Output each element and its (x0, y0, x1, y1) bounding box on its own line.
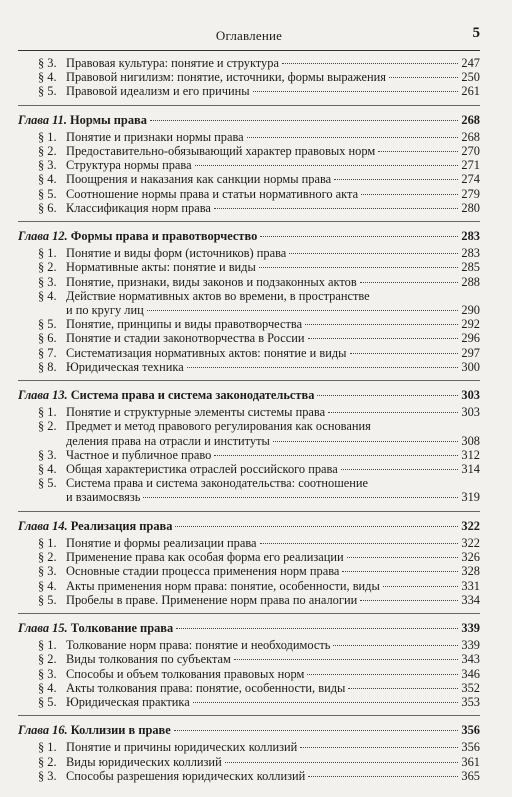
chapter-divider (18, 613, 480, 614)
section-mark: § 2. (38, 419, 57, 434)
entry-label (18, 723, 171, 737)
section-mark: § 2. (38, 550, 57, 565)
section-mark: § 6. (38, 200, 57, 215)
page-ref: 328 (461, 564, 480, 579)
section-mark: § 3. (38, 666, 57, 681)
leader-dots (333, 645, 458, 646)
section-mark: § 3. (38, 447, 57, 462)
section-entry (18, 448, 480, 462)
section-entry (18, 755, 480, 769)
entry-label (38, 638, 330, 652)
entry-label (38, 462, 338, 476)
chapter-divider (18, 715, 480, 716)
section-entry (18, 246, 480, 260)
leader-dots (214, 208, 458, 209)
page-ref: 352 (461, 680, 480, 695)
section-title: Предоставительно-обязывающий характер правовых норм (66, 144, 376, 159)
section-title: Частное и публичное право (66, 447, 212, 462)
section-title: Понятие и причины юридических коллизий (66, 740, 298, 755)
entry-label (38, 652, 231, 666)
page-ref: 312 (461, 447, 480, 462)
chapter-title: Нормы права (70, 112, 147, 127)
entry-label (38, 289, 370, 303)
entry-label (38, 360, 184, 374)
chapter-number: Глава 12. (18, 229, 68, 244)
leader-dots (389, 77, 459, 78)
section-title-continued: и по кругу лиц (66, 303, 144, 318)
section-mark: § 6. (38, 331, 57, 346)
entry-label (38, 755, 222, 769)
leader-dots (328, 412, 458, 413)
section-entry (18, 434, 480, 448)
section-mark: § 1. (38, 535, 57, 550)
leader-dots (300, 747, 458, 748)
section-title: Виды юридических коллизий (66, 754, 222, 769)
entry-label (38, 564, 339, 578)
entry-label (38, 419, 371, 433)
page-ref: 322 (461, 518, 480, 533)
leader-dots (348, 688, 458, 689)
section-entry (18, 187, 480, 201)
entry-label (38, 275, 357, 289)
page-ref: 250 (461, 70, 480, 85)
leader-dots (175, 526, 458, 527)
section-title: Понятие и формы реализации права (66, 535, 257, 550)
section-entry (18, 405, 480, 419)
entry-label (38, 405, 325, 419)
leader-dots (193, 702, 459, 703)
page-ref: 296 (461, 331, 480, 346)
page-ref: 247 (461, 56, 480, 70)
entry-label (18, 519, 172, 533)
section-title: Основные стадии процесса применения норм права (66, 564, 340, 579)
section-entry (18, 260, 480, 274)
section-mark: § 8. (38, 359, 57, 374)
page-ref: 283 (461, 246, 480, 261)
entry-label (38, 172, 331, 186)
chapter-title: Реализация права (70, 518, 173, 533)
section-entry (18, 564, 480, 578)
section-title: Понятие, признаки, виды законов и подзаконных актов (66, 274, 357, 289)
section-entry (18, 144, 480, 158)
leader-dots (174, 730, 459, 731)
running-title: Оглавление (215, 28, 283, 43)
chapter-entry (18, 723, 480, 737)
section-title: Понятие и структурные элементы системы права (66, 405, 326, 420)
entry-label (38, 476, 368, 490)
section-title: Правовой идеализм и его причины (66, 84, 250, 99)
section-entry (18, 695, 480, 709)
entry-label (38, 246, 286, 260)
entry-label (38, 130, 244, 144)
entry-label (38, 187, 358, 201)
chapter-number: Глава 14. (18, 518, 68, 533)
section-entry (18, 550, 480, 564)
leader-dots (260, 543, 459, 544)
section-entry (18, 476, 480, 490)
section-mark: § 2. (38, 144, 57, 159)
page-ref: 356 (461, 740, 480, 755)
chapter-entry (18, 621, 480, 635)
leader-dots (176, 628, 458, 629)
section-mark: § 5. (38, 592, 57, 607)
section-mark: § 4. (38, 578, 57, 593)
chapter-entry (18, 229, 480, 243)
chapter-number: Глава 15. (18, 620, 68, 635)
section-title: Понятие и стадии законотворчества в России (66, 331, 305, 346)
entry-label (38, 158, 192, 172)
page-ref: 280 (461, 200, 480, 215)
page-ref: 292 (461, 317, 480, 332)
section-title: Понятие, принципы и виды правотворчества (66, 317, 303, 332)
page-ref: 334 (461, 592, 480, 607)
leader-dots (317, 395, 458, 396)
section-entry (18, 769, 480, 783)
section-title: Толкование норм права: понятие и необходимость (66, 638, 331, 653)
entry-label (38, 550, 344, 564)
page-ref: 356 (461, 723, 480, 738)
section-mark: § 3. (38, 564, 57, 579)
section-title: Действие нормативных актов во времени, в пространстве (66, 288, 370, 303)
page-ref: 270 (461, 144, 480, 159)
page-ref: 343 (461, 652, 480, 667)
section-title: Юридическая практика (66, 694, 190, 709)
section-entry (18, 56, 480, 70)
page-ref: 268 (461, 129, 480, 144)
section-title: Система права и система законодательства: соотношение (66, 476, 368, 491)
section-title: Классификация норм права (66, 200, 211, 215)
leader-dots (259, 267, 459, 268)
page-ref: 319 (461, 490, 480, 505)
page-header (18, 24, 480, 51)
leader-dots (347, 557, 459, 558)
section-entry (18, 289, 480, 303)
section-title: Систематизация нормативных актов: понятие и виды (66, 345, 347, 360)
entry-label (18, 621, 173, 635)
section-mark: § 5. (38, 476, 57, 491)
chapter-entry (18, 113, 480, 127)
section-entry (18, 490, 480, 504)
section-mark: § 5. (38, 317, 57, 332)
section-entry (18, 346, 480, 360)
section-mark: § 5. (38, 186, 57, 201)
chapter-number: Глава 11. (18, 112, 67, 127)
page-ref: 365 (461, 768, 480, 783)
section-mark: § 2. (38, 754, 57, 769)
section-title: Правовая культура: понятие и структура (66, 56, 279, 70)
leader-dots (305, 324, 458, 325)
section-title: Правовой нигилизм: понятие, источники, формы выражения (66, 70, 386, 85)
section-mark: § 3. (38, 768, 57, 783)
section-entry (18, 70, 480, 84)
page-ref: 300 (461, 359, 480, 374)
section-title: Понятие и признаки нормы права (66, 129, 244, 144)
section-entry (18, 84, 480, 98)
entry-label (38, 448, 211, 462)
section-mark: § 3. (38, 56, 57, 70)
leader-dots (378, 151, 458, 152)
entry-label (66, 490, 140, 504)
chapter-divider (18, 380, 480, 381)
section-entry (18, 593, 480, 607)
chapter-divider (18, 105, 480, 106)
entry-label (18, 388, 314, 402)
leader-dots (147, 310, 459, 311)
leader-dots (260, 236, 458, 237)
section-entry (18, 419, 480, 433)
section-title: Акты применения норм права: понятие, особенности, виды (66, 578, 380, 593)
page-ref: 339 (461, 620, 480, 635)
section-mark: § 3. (38, 158, 57, 173)
section-mark: § 4. (38, 462, 57, 477)
page-ref: 290 (461, 303, 480, 318)
page-number: 5 (472, 25, 480, 41)
leader-dots (308, 338, 459, 339)
entry-label (38, 740, 297, 754)
section-mark: § 1. (38, 638, 57, 653)
section-entry (18, 317, 480, 331)
leader-dots (234, 659, 459, 660)
leader-dots (150, 120, 458, 121)
section-title: Пробелы в праве. Применение норм права по аналогии (66, 592, 358, 607)
section-entry (18, 638, 480, 652)
entry-label (38, 201, 211, 215)
section-mark: § 7. (38, 345, 57, 360)
leader-dots (342, 571, 458, 572)
entry-label (38, 84, 250, 98)
section-entry (18, 579, 480, 593)
section-entry (18, 201, 480, 215)
section-entry (18, 158, 480, 172)
section-mark: § 5. (38, 84, 57, 99)
entry-label (38, 346, 347, 360)
page-ref: 279 (461, 186, 480, 201)
page-ref: 314 (461, 462, 480, 477)
leader-dots (195, 165, 459, 166)
section-entry (18, 172, 480, 186)
section-title: Структура нормы права (66, 158, 192, 173)
section-title: Способы разрешения юридических коллизий (66, 768, 306, 783)
section-entry (18, 303, 480, 317)
entry-label (66, 303, 144, 317)
leader-dots (350, 353, 459, 354)
page-ref: 326 (461, 550, 480, 565)
section-entry (18, 652, 480, 666)
section-title: Общая характеристика отраслей российского права (66, 462, 338, 477)
chapter-number: Глава 16. (18, 723, 68, 738)
section-entry (18, 740, 480, 754)
leader-dots (334, 179, 458, 180)
section-entry (18, 536, 480, 550)
page-ref: 303 (461, 388, 480, 403)
page-ref: 339 (461, 638, 480, 653)
entry-label (38, 681, 345, 695)
section-mark: § 2. (38, 260, 57, 275)
chapter-entry (18, 388, 480, 402)
page-ref: 283 (461, 229, 480, 244)
entry-label (38, 260, 256, 274)
chapter-title: Толкование права (70, 620, 174, 635)
section-title: Юридическая техника (66, 359, 184, 374)
section-title: Поощрения и наказания как санкции нормы права (66, 172, 332, 187)
chapter-title: Коллизии в праве (70, 723, 171, 738)
section-entry (18, 462, 480, 476)
entry-label (18, 229, 257, 243)
section-entry (18, 275, 480, 289)
leader-dots (273, 441, 459, 442)
section-entry (18, 667, 480, 681)
section-mark: § 1. (38, 246, 57, 261)
leader-dots (214, 455, 458, 456)
section-mark: § 4. (38, 70, 57, 85)
section-mark: § 1. (38, 129, 57, 144)
section-title: Предмет и метод правового регулирования как основания (66, 419, 371, 434)
leader-dots (341, 469, 459, 470)
section-mark: § 4. (38, 288, 57, 303)
section-title: Способы и объем толкования правовых норм (66, 666, 305, 681)
section-title-continued: деления права на отрасли и институты (66, 433, 270, 448)
page-ref: 346 (461, 666, 480, 681)
page-ref: 353 (461, 694, 480, 709)
entry-label (38, 56, 279, 70)
section-mark: § 4. (38, 680, 57, 695)
section-title: Акты толкования права: понятие, особенности, виды (66, 680, 346, 695)
section-entry (18, 681, 480, 695)
table-of-contents (18, 56, 480, 783)
leader-dots (187, 367, 459, 368)
entry-label (38, 70, 386, 84)
section-mark: § 2. (38, 652, 57, 667)
section-entry (18, 360, 480, 374)
section-mark: § 1. (38, 740, 57, 755)
leader-dots (308, 776, 458, 777)
entry-label (66, 434, 270, 448)
leader-dots (225, 762, 459, 763)
chapter-divider (18, 221, 480, 222)
leader-dots (289, 253, 458, 254)
page-ref: 288 (461, 274, 480, 289)
chapter-divider (18, 511, 480, 512)
leader-dots (361, 194, 458, 195)
page-ref: 331 (461, 578, 480, 593)
section-title: Нормативные акты: понятие и виды (66, 260, 256, 275)
section-title: Виды толкования по субъектам (66, 652, 231, 667)
leader-dots (143, 497, 458, 498)
section-mark: § 1. (38, 405, 57, 420)
entry-label (38, 331, 305, 345)
page-ref: 274 (461, 172, 480, 187)
page-ref: 261 (461, 84, 480, 99)
entry-label (38, 144, 375, 158)
entry-label (38, 579, 380, 593)
leader-dots (307, 674, 458, 675)
entry-label (38, 695, 190, 709)
entry-label (38, 536, 257, 550)
chapter-number: Глава 13. (18, 388, 68, 403)
entry-label (38, 593, 357, 607)
page-ref: 322 (461, 535, 480, 550)
entry-label (38, 317, 302, 331)
leader-dots (360, 600, 458, 601)
page-ref: 308 (461, 433, 480, 448)
chapter-title: Формы права и правотворчество (70, 229, 258, 244)
section-entry (18, 130, 480, 144)
section-title-continued: и взаимосвязь (66, 490, 141, 505)
leader-dots (282, 63, 458, 64)
page-ref: 285 (461, 260, 480, 275)
section-title: Понятие и виды форм (источников) права (66, 246, 287, 261)
leader-dots (383, 586, 459, 587)
page-ref: 297 (461, 345, 480, 360)
chapter-title: Система права и система законодательства (70, 388, 315, 403)
section-mark: § 4. (38, 172, 57, 187)
section-mark: § 3. (38, 274, 57, 289)
page-ref: 268 (461, 112, 480, 127)
leader-dots (247, 137, 459, 138)
section-entry (18, 331, 480, 345)
section-title: Применение права как особая форма его реализации (66, 550, 344, 565)
page-ref: 361 (461, 754, 480, 769)
leader-dots (360, 282, 459, 283)
section-title: Соотношение нормы права и статьи нормативного акта (66, 186, 359, 201)
entry-label (18, 113, 147, 127)
chapter-entry (18, 519, 480, 533)
section-mark: § 5. (38, 694, 57, 709)
page-ref: 271 (461, 158, 480, 173)
entry-label (38, 667, 304, 681)
page-ref: 303 (461, 405, 480, 420)
leader-dots (253, 91, 459, 92)
entry-label (38, 769, 305, 783)
